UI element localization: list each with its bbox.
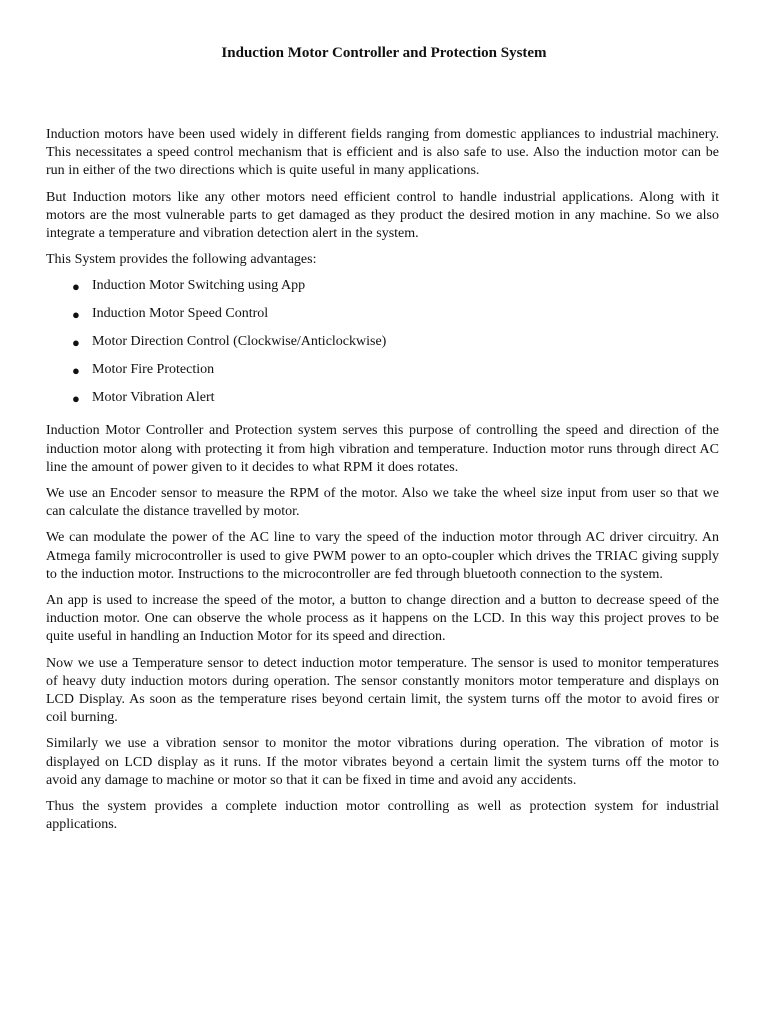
purpose-paragraph: Induction Motor Controller and Protection system serves this purpose of controlling the speed and direction of the induction motor along with protecting it from high vibration and temperature. Induction motor runs through direct AC line the amount of power given to it decides to what RPM it does rotates. <box>46 423 719 475</box>
bullet-icon: ● <box>72 362 80 378</box>
bullet-icon: ● <box>72 335 80 351</box>
vibration-paragraph: Similarly we use a vibration sensor to monitor the motor vibrations during operation. The vibration of motor is displayed on LCD display as it runs. If the motor vibrates beyond a certain limit the system turns off the motor to avoid any damage to machine or motor so that it can be fixed in time and avoid any accidents. <box>46 736 719 788</box>
list-item-text: Induction Motor Switching using App <box>92 278 306 294</box>
list-item <box>46 277 719 305</box>
document-title: Induction Motor Controller and Protection System <box>221 45 547 61</box>
bullet-icon: ● <box>72 390 80 406</box>
list-item <box>46 305 719 333</box>
bullet-icon: ● <box>72 307 80 323</box>
document-body <box>46 126 719 842</box>
list-item-text: Motor Fire Protection <box>92 361 215 377</box>
list-item <box>46 361 719 389</box>
intro-paragraph: Induction motors have been used widely in different fields ranging from domestic appliances to industrial machinery. This necessitates a speed control mechanism that is efficient and is also safe to use. Also the induction motor can be run in either of the two directions which is quite useful in many applications. <box>46 127 719 179</box>
temperature-paragraph: Now we use a Temperature sensor to detect induction motor temperature. The sensor is used to monitor temperatures of heavy duty induction motors during operation. The sensor constantly monitors motor temperature and displays on LCD Display. As soon as the temperature rises beyond certain limit, the system turns off the motor to avoid fires or coil burning. <box>46 655 719 726</box>
list-item-text: Motor Vibration Alert <box>92 389 215 405</box>
control-need-paragraph: But Induction motors like any other motors need efficient control to handle industrial applications. Along with it motors are the most vulnerable parts to get damaged as they product the desired motion in any machine. So we also integrate a temperature and vibration detection alert in the system. <box>46 189 719 242</box>
conclusion-paragraph: Thus the system provides a complete induction motor controlling as well as protection system for industrial applications. <box>46 799 719 833</box>
power-modulation-paragraph: We can modulate the power of the AC line to vary the speed of the induction motor through AC driver circuitry. An Atmega family microcontroller is used to give PWM power to an opto-coupler which drives the TRIAC giving supply to the induction motor. Instructions to the microcontroller are fed through bluetooth connection to the system. <box>46 530 719 582</box>
encoder-paragraph: We use an Encoder sensor to measure the RPM of the motor. Also we take the wheel size input from user so that we can calculate the distance travelled by motor. <box>46 486 719 520</box>
list-item-text: Induction Motor Speed Control <box>92 306 269 322</box>
list-item-text: Motor Direction Control (Clockwise/Anticlockwise) <box>92 334 387 350</box>
app-control-paragraph: An app is used to increase the speed of the motor, a button to change direction and a button to decrease speed of the induction motor. One can observe the whole process as it happens on the LCD. In this way this project proves to be quite useful in handling an Induction Motor for its speed and direction. <box>46 593 719 645</box>
list-item <box>46 389 719 417</box>
bullet-icon: ● <box>72 279 80 295</box>
list-item <box>46 333 719 361</box>
advantages-list <box>46 277 719 416</box>
advantages-intro-paragraph: This System provides the following advantages: <box>46 252 317 268</box>
